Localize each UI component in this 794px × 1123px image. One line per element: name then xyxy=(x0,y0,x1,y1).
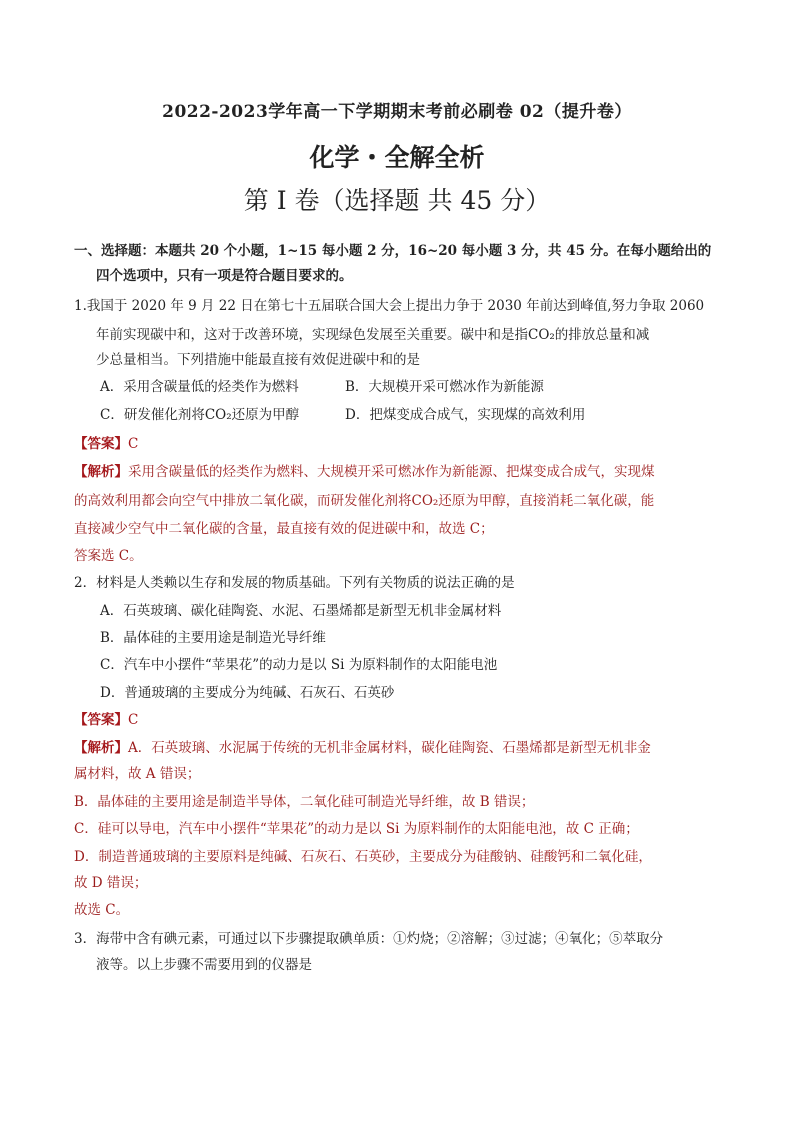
q1-analysis-line-1 xyxy=(74,462,655,482)
exam-title: 2022-2023学年高一下学期期末考前必刷卷 02（提升卷） xyxy=(162,102,632,122)
q2-option-a: A．石英玻璃、碳化硅陶瓷、水泥、石墨烯都是新型无机非金属材料 xyxy=(100,603,502,619)
instructions-line-2: 四个选项中，只有一项是符合题目要求的。 xyxy=(96,268,353,284)
q1-stem-line-1: 1.我国于 2020 年 9 月 22 日在第七十五届联合国大会上提出力争于 2030 年前达到峰值,努力争取 2060 xyxy=(74,298,705,314)
q2-conclusion: 故选 C。 xyxy=(74,902,130,918)
q2-analysis-line-6: 故 D 错误； xyxy=(74,875,148,891)
q1-stem-line-2: 年前实现碳中和，这对于改善环境，实现绿色发展至关重要。碳中和是指CO₂的排放总量和减 xyxy=(96,327,650,343)
q2-analysis-label: 【解析】 xyxy=(74,740,128,756)
q2-analysis-line-4: C．硅可以导电，汽车中小摆件“苹果花”的动力是以 Si 为原料制作的太阳能电池，故 C 正确； xyxy=(74,821,639,837)
q2-answer xyxy=(74,710,138,730)
q2-stem: 2．材料是人类赖以生存和发展的物质基础。下列有关物质的说法正确的是 xyxy=(74,575,515,591)
q1-option-b: B．大规模开采可燃冰作为新能源 xyxy=(345,379,544,395)
q2-analysis-line-5: D．制造普通玻璃的主要原料是纯碱、石灰石、石英砂，主要成分为硅酸钠、硅酸钙和二氧化硅， xyxy=(74,849,652,865)
q2-analysis-text-1: A．石英玻璃、水泥属于传统的无机非金属材料，碳化硅陶瓷、石墨烯都是新型无机非金 xyxy=(128,740,651,756)
instructions-line-1: 一、选择题：本题共 20 个小题，1~15 每小题 2 分，16~20 每小题 3 分，共 45 分。在每小题给出的 xyxy=(74,243,712,259)
q1-stem-line-3: 少总量相当。下列措施中能最直接有效促进碳中和的是 xyxy=(96,352,420,368)
subject-title: 化学・全解全析 xyxy=(309,143,485,172)
q1-analysis-line-2: 的高效利用都会向空气中排放二氧化碳，而研发催化剂将CO₂还原为甲醇，直接消耗二氧化碳，能 xyxy=(74,493,655,509)
q2-answer-value: C xyxy=(128,712,139,728)
q2-option-c: C．汽车中小摆件“苹果花”的动力是以 Si 为原料制作的太阳能电池 xyxy=(100,657,498,673)
q3-stem-line-2: 液等。以上步骤不需要用到的仪器是 xyxy=(96,957,312,973)
q2-analysis-line-3: B．晶体硅的主要用途是制造半导体，二氧化硅可制造光导纤维，故 B 错误； xyxy=(74,794,535,810)
q1-analysis-line-3: 直接减少空气中二氧化碳的含量，最直接有效的促进碳中和，故选 C； xyxy=(74,521,494,537)
q3-stem-line-1: 3．海带中含有碘元素，可通过以下步骤提取碘单质：①灼烧；②溶解；③过滤；④氧化；⑤萃取分 xyxy=(74,931,664,947)
q2-option-d: D．普通玻璃的主要成分为纯碱、石灰石、石英砂 xyxy=(100,685,395,701)
q1-answer-label: 【答案】 xyxy=(74,436,128,452)
q1-option-c: C．研发催化剂将CO₂还原为甲醇 xyxy=(100,407,300,423)
q1-analysis-label: 【解析】 xyxy=(74,464,128,480)
q2-analysis-line-2: 属材料，故 A 错误； xyxy=(74,766,201,782)
section-title: 第 I 卷（选择题 共 45 分） xyxy=(243,186,551,215)
q1-conclusion: 答案选 C。 xyxy=(74,548,143,564)
q1-option-a: A．采用含碳量低的烃类作为燃料 xyxy=(100,379,299,395)
q1-analysis-text-1: 采用含碳量低的烃类作为燃料、大规模开采可燃冰作为新能源、把煤变成合成气，实现煤 xyxy=(128,464,655,480)
q2-analysis-line-1 xyxy=(74,738,651,758)
q1-answer xyxy=(74,434,138,454)
q1-answer-value: C xyxy=(128,436,139,452)
q1-option-d: D．把煤变成合成气，实现煤的高效利用 xyxy=(345,407,586,423)
q2-answer-label: 【答案】 xyxy=(74,712,128,728)
q2-option-b: B．晶体硅的主要用途是制造光导纤维 xyxy=(100,630,326,646)
